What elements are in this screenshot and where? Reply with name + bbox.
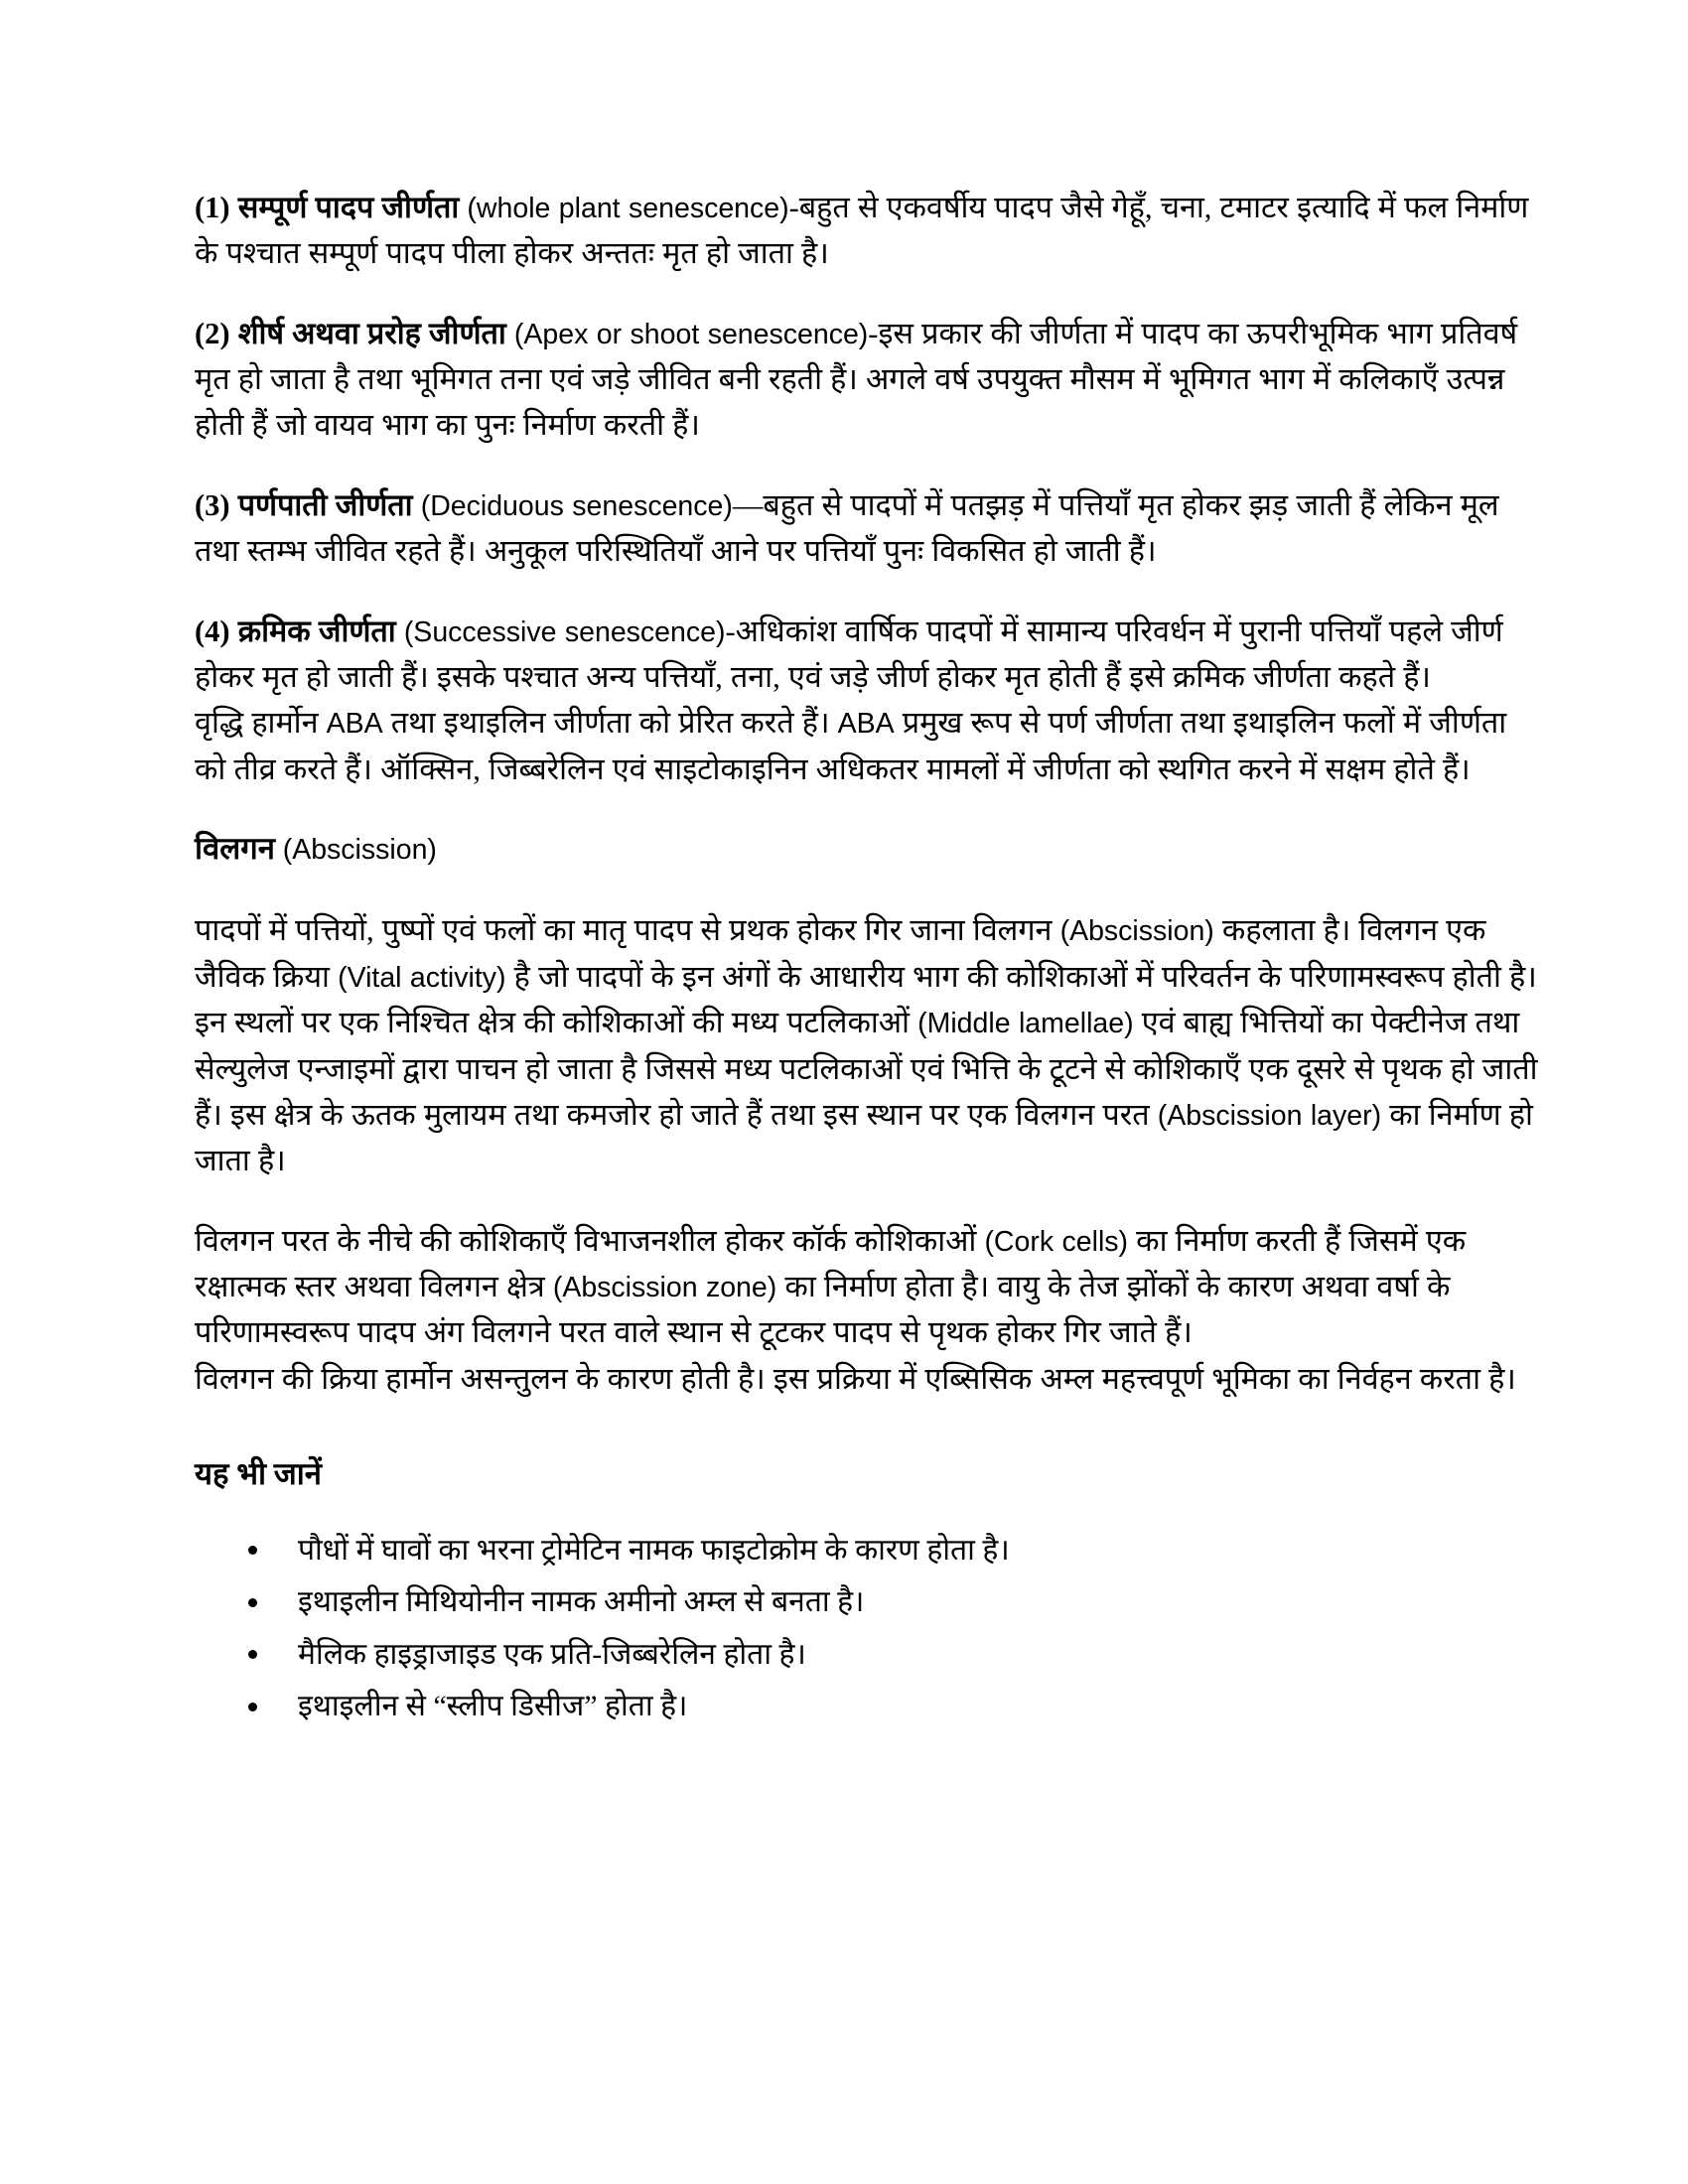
abscission-p2-seg1: विलगन परत के नीचे की कोशिकाएँ विभाजनशील होकर कॉर्क कोशिकाओं [195,1223,985,1258]
senescence-type-4-body: -अधिकांश वार्षिक पादपों में सामान्य परिवर्धन में पुरानी पत्तियाँ पहले जीर्ण होकर मृत हो जाती हैं। इसके पश्चात अन्य पत्तियाँ, तना, एवं जड़े जीर्ण होकर मृत होती हैं इसे क्रमिक जीर्णता कहते हैं। [195,614,1503,694]
senescence-type-1-term-hindi: सम्पूर्ण पादप जीर्णता [237,191,460,224]
list-item [195,1632,1545,1678]
abscission-p2-term-cork-cells: (Cork cells) [984,1225,1129,1258]
abscission-p1-term-abscission-layer: (Abscission layer) [1157,1099,1382,1132]
bullet-dot-icon [248,1546,257,1555]
abscission-p1-seg1: पादपों में पत्तियों, पुष्पों एवं फलों का मातृ पादप से प्रथक होकर गिर जाना विलगन [195,913,1060,948]
also-know-list [195,1528,1545,1729]
list-item [195,1528,1545,1573]
bullet-dot-icon [248,1598,257,1607]
abscission-paragraph-2 [195,1218,1545,1356]
abscission-p2-seg2: का निर्माण करती हैं जिसमें एक रक्षात्मक स्तर अथवा विलगन क्षेत्र [195,1223,1467,1303]
hormone-note-aba-1: ABA [326,708,383,741]
abscission-p1-seg5: का निर्माण हो जाता है। [195,1097,1533,1178]
senescence-type-1-number: (1) [195,191,230,224]
list-item-label: इथाइलीन मिथियोनीन नामक अमीनो अम्ल से बनता है। [298,1585,865,1619]
senescence-type-3-body: —बहुत से पादपों में पतझड़ में पत्तियाँ मृत होकर झड़ जाती हैं लेकिन मूल तथा स्तम्भ जीवित रहते हैं। अनुकूल परिस्थितियाँ आने पर पत्तियाँ पुनः विकसित हो जाती हैं। [195,487,1499,569]
list-item-label: मैलिक हाइड्राजाइड एक प्रति-जिब्बरेलिन होता है। [298,1637,806,1671]
senescence-type-3-number: (3) [195,487,230,522]
senescence-type-3 [195,482,1545,575]
hormone-note-aba-2: ABA [837,708,895,741]
abscission-p2-seg3: का निर्माण होता है। वायु के तेज झोंकों के कारण अथवा वर्षा के परिणामस्वरूप पादप अंग विलगने परत वाले स्थान से टूटकर पादप से पृथक होकर गिर जाते हैं। [195,1269,1451,1350]
senescence-type-1-term-english: (whole plant senescence) [467,193,789,224]
document-content [195,185,1545,1729]
senescence-type-1-body: -बहुत से एकवर्षीय पादप जैसे गेहूँ, चना, टमाटर इत्यादि में फल निर्माण के पश्चात सम्पूर्ण पादप पीला होकर अन्ततः मृत हो जाता है। [195,191,1529,271]
senescence-type-4-term-english: (Successive senescence) [403,615,726,648]
also-know-heading: यह भी जानें [195,1456,322,1492]
abscission-p1-term-vital-activity: (Vital activity) [338,961,506,994]
abscission-heading-hindi: विलगन [195,830,275,866]
hormone-note-paragraph [195,700,1545,792]
abscission-heading-english: (Abscission) [282,833,437,866]
abscission-p1-term-middle-lamellae: (Middle lamellae) [917,1008,1134,1040]
abscission-paragraph-1 [195,907,1545,1183]
hormone-note-seg1: वृद्धि हार्मोन [195,706,327,741]
hormone-note-seg2: तथा इथाइलिन जीर्णता को प्रेरित करते हैं। [382,706,838,741]
abscission-p2-term-abscission-zone: (Abscission zone) [552,1271,777,1303]
abscission-paragraph-3: विलगन की क्रिया हार्मोन असन्तुलन के कारण होती है। इस प्रक्रिया में एब्सिसिक अम्ल महत्त्वपूर्ण भूमिका का निर्वहन करता है। [195,1361,1516,1396]
abscission-p1-seg3: है जो पादपों के इन अंगों के आधारीय भाग की कोशिकाओं में परिवर्तन के परिणामस्वरूप होती है। इन स्थलों पर एक निश्चित क्षेत्र की कोशिकाओं की मध्य पटलिकाओं [195,959,1537,1040]
abscission-p1-term-abscission: (Abscission) [1059,915,1214,948]
list-item [195,1684,1545,1729]
abscission-heading [195,826,1545,873]
abscission-p1-seg4: एवं बाह्य भित्तियों का पेक्टीनेज तथा सेल्युलेज एन्जाइमों द्वारा पाचन हो जाता है जिससे मध्य पटलिकाओं एवं भित्ति के टूटने से कोशिकाएँ एक दूसरे से पृथक हो जाती हैं। इस क्षेत्र के ऊतक मुलायम तथा कमजोर हो जाते हैं तथा इस स्थान पर एक विलगन परत [195,1006,1538,1132]
list-item-label: पौधों में घावों का भरना ट्रोमेटिन नामक फाइटोक्रोम के कारण होता है। [298,1533,1010,1567]
hormone-note-seg3: प्रमुख रूप से पर्ण जीर्णता तथा इथाइलिन फलों में जीर्णता को तीव्र करते हैं। ऑक्सिन, जिब्बरेलिन एवं साइटोकाइनिन अधिकतर मामलों में जीर्णता को स्थगित करने में सक्षम होते हैं। [195,706,1507,786]
bullet-dot-icon [248,1650,257,1659]
senescence-type-3-term-hindi: पर्णपाती जीर्णता [237,487,413,522]
bullet-dot-icon [248,1703,257,1711]
senescence-type-2-term-english: (Apex or shoot senescence) [513,318,869,350]
senescence-type-4-number: (4) [195,614,230,648]
senescence-type-4-term-hindi: क्रमिक जीर्णता [237,614,396,648]
senescence-type-2-number: (2) [195,316,230,350]
senescence-type-2-body: -इस प्रकार की जीर्णता में पादप का ऊपरीभूमिक भाग प्रतिवर्ष मृत हो जाता है तथा भूमिगत तना एवं जड़े जीवित बनी रहती हैं। अगले वर्ष उपयुक्त मौसम में भूमिगत भाग में कलिकाएँ उत्पन्न होती हैं जो वायव भाग का पुनः निर्माण करती हैं। [195,316,1518,443]
list-item-label: इथाइलीन से “स्लीप डिसीज” होता है। [298,1690,688,1723]
senescence-type-4 [195,609,1545,701]
abscission-p1-seg2: कहलाता है। विलगन एक जैविक क्रिया [195,913,1486,994]
senescence-type-3-term-english: (Deciduous senescence) [420,489,733,522]
senescence-type-1 [195,185,1545,277]
list-item [195,1579,1545,1625]
senescence-type-2 [195,311,1545,449]
senescence-type-2-term-hindi: शीर्ष अथवा प्ररोह जीर्णता [237,316,506,350]
